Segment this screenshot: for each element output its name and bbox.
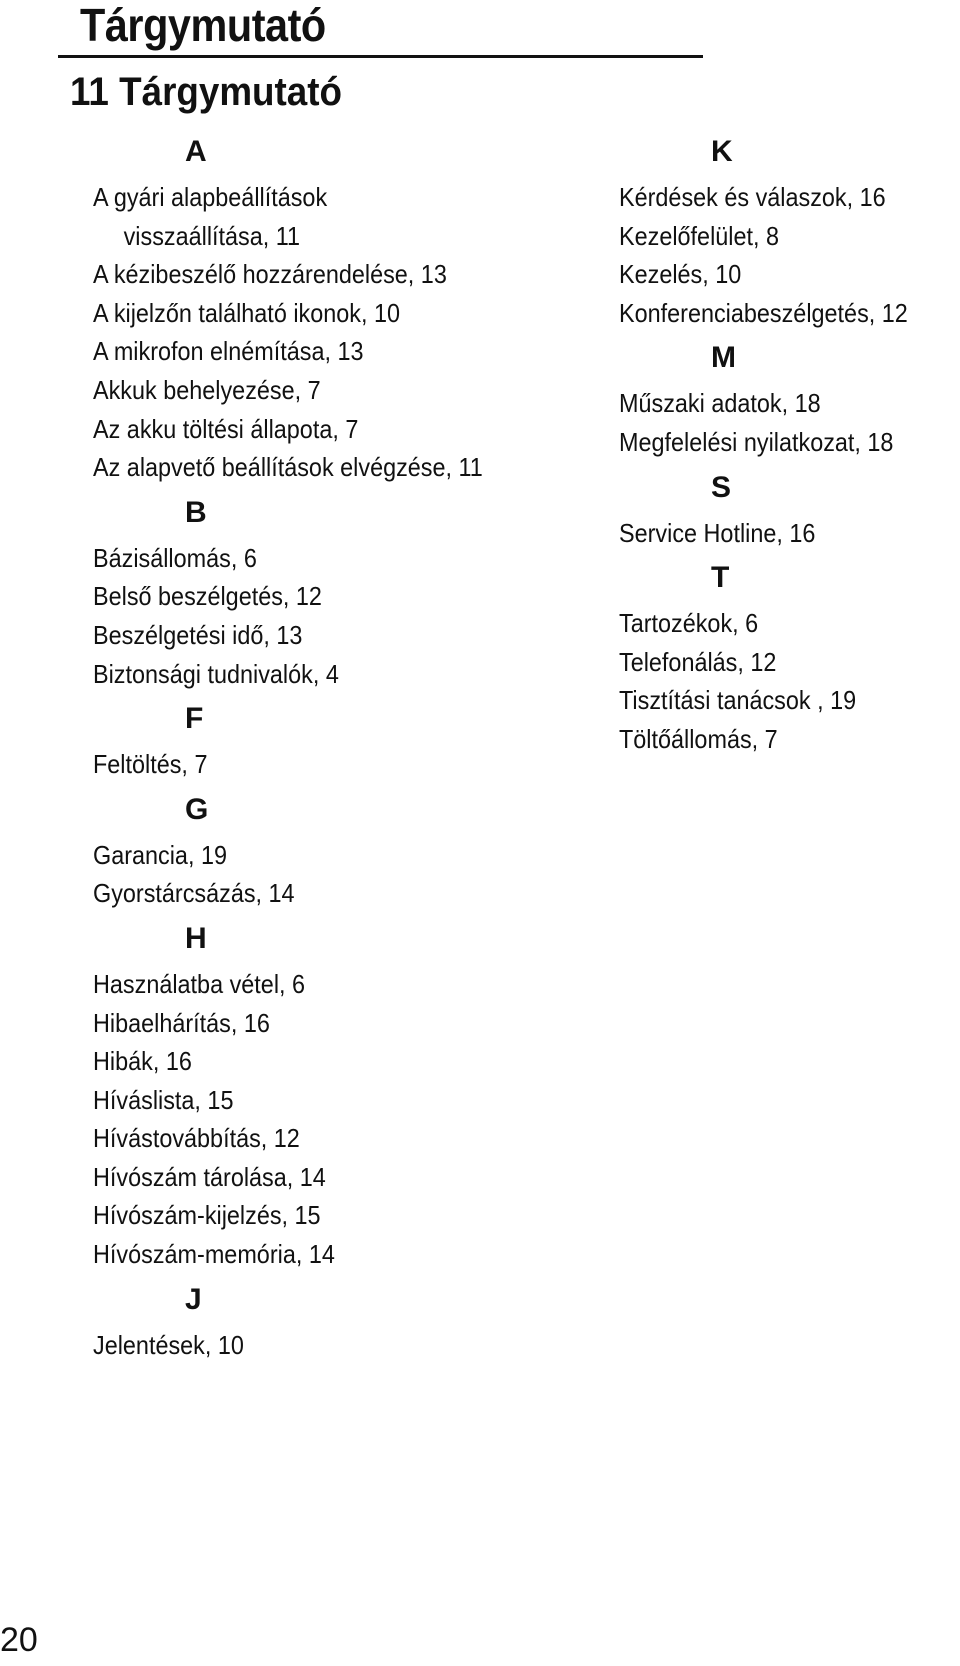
- index-group: [93, 790, 593, 913]
- index-group: [619, 132, 959, 332]
- index-entry: Jelentések, 10: [93, 1329, 244, 1360]
- index-letter-heading: M: [711, 341, 736, 375]
- index-letter-heading: K: [711, 135, 733, 168]
- index-entry: Tartozékok, 6: [619, 608, 759, 639]
- index-entry-list: [619, 384, 959, 461]
- index-entry: Hívószám-kijelzés, 15: [93, 1200, 321, 1231]
- index-entry-list: [93, 836, 593, 913]
- index-entry: A kézibeszélő hozzárendelése, 13: [93, 259, 447, 290]
- index-entry: Kezelőfelület, 8: [619, 220, 780, 251]
- index-entry: Az alapvető beállítások elvégzése, 11: [93, 452, 483, 483]
- index-entry: A mikrofon elnémítása, 13: [93, 336, 364, 367]
- index-entry: Híváslista, 15: [93, 1084, 234, 1115]
- index-entry: Garancia, 19: [93, 839, 227, 870]
- chapter-title: 11 Tárgymutató: [70, 70, 343, 114]
- index-group: [93, 132, 593, 487]
- index-entry: Feltöltés, 7: [93, 749, 208, 780]
- index-column-left: [93, 132, 593, 1370]
- index-entry: Belső beszélgetés, 12: [93, 581, 322, 612]
- index-entry-list: [93, 1326, 593, 1365]
- index-entry-list: [619, 178, 959, 332]
- index-column-right: [619, 132, 959, 765]
- index-group: [93, 699, 593, 784]
- index-entry: Service Hotline, 16: [619, 517, 816, 548]
- index-letter-heading: G: [185, 792, 209, 826]
- running-title: Tárgymutató: [80, 0, 326, 51]
- index-letter-heading: B: [185, 495, 207, 529]
- index-letter-heading: F: [185, 702, 204, 736]
- index-entry: Akkuk behelyezése, 7: [93, 374, 321, 405]
- index-group: [619, 338, 959, 461]
- index-entry-list: [93, 539, 593, 693]
- index-entry: Konferenciabeszélgetés, 12: [619, 297, 908, 328]
- header-rule: [58, 55, 703, 58]
- index-entry: Műszaki adatok, 18: [619, 388, 821, 419]
- index-entry: A kijelzőn található ikonok, 10: [93, 297, 401, 328]
- index-entry: Beszélgetési idő, 13: [93, 619, 303, 650]
- index-entry: A gyári alapbeállítások visszaállítása, 11: [93, 182, 328, 251]
- index-entry: Hívástovábbítás, 12: [93, 1123, 300, 1154]
- index-letter-heading: T: [711, 561, 730, 595]
- index-group: [93, 493, 593, 693]
- index-entry: Telefonálás, 12: [619, 646, 777, 677]
- index-entry: Hibaelhárítás, 16: [93, 1007, 270, 1038]
- index-entry: Hibák, 16: [93, 1046, 192, 1077]
- index-group: [619, 558, 959, 758]
- index-letter-heading: H: [185, 921, 207, 955]
- index-entry: Biztonsági tudnivalók, 4: [93, 658, 339, 689]
- index-entry: Bázisállomás, 6: [93, 542, 257, 573]
- index-entry: Az akku töltési állapota, 7: [93, 413, 359, 444]
- index-entry: Gyorstárcsázás, 14: [93, 878, 295, 909]
- index-entry-list: [619, 514, 959, 553]
- index-letter-heading: S: [711, 470, 732, 504]
- index-entry-list: [93, 745, 593, 784]
- index-entry: Kezelés, 10: [619, 259, 742, 290]
- index-entry: Hívószám tárolása, 14: [93, 1161, 326, 1192]
- index-group: [93, 1280, 593, 1365]
- index-letter-heading: J: [185, 1282, 202, 1316]
- page-number: 20: [0, 1621, 38, 1659]
- index-entry: Töltőállomás, 7: [619, 723, 778, 754]
- index-entry: Megfelelési nyilatkozat, 18: [619, 426, 894, 457]
- index-entry: Tisztítási tanácsok , 19: [619, 685, 857, 716]
- index-entry: Kérdések és válaszok, 16: [619, 182, 886, 212]
- index-entry-list: [619, 604, 959, 758]
- index-entry: Hívószám-memória, 14: [93, 1239, 335, 1270]
- index-group: [619, 468, 959, 553]
- index-letter-heading: A: [185, 135, 207, 168]
- index-group: [93, 919, 593, 1274]
- index-entry: Használatba vétel, 6: [93, 968, 306, 999]
- index-entry-list: [93, 178, 593, 487]
- index-entry-list: [93, 965, 593, 1274]
